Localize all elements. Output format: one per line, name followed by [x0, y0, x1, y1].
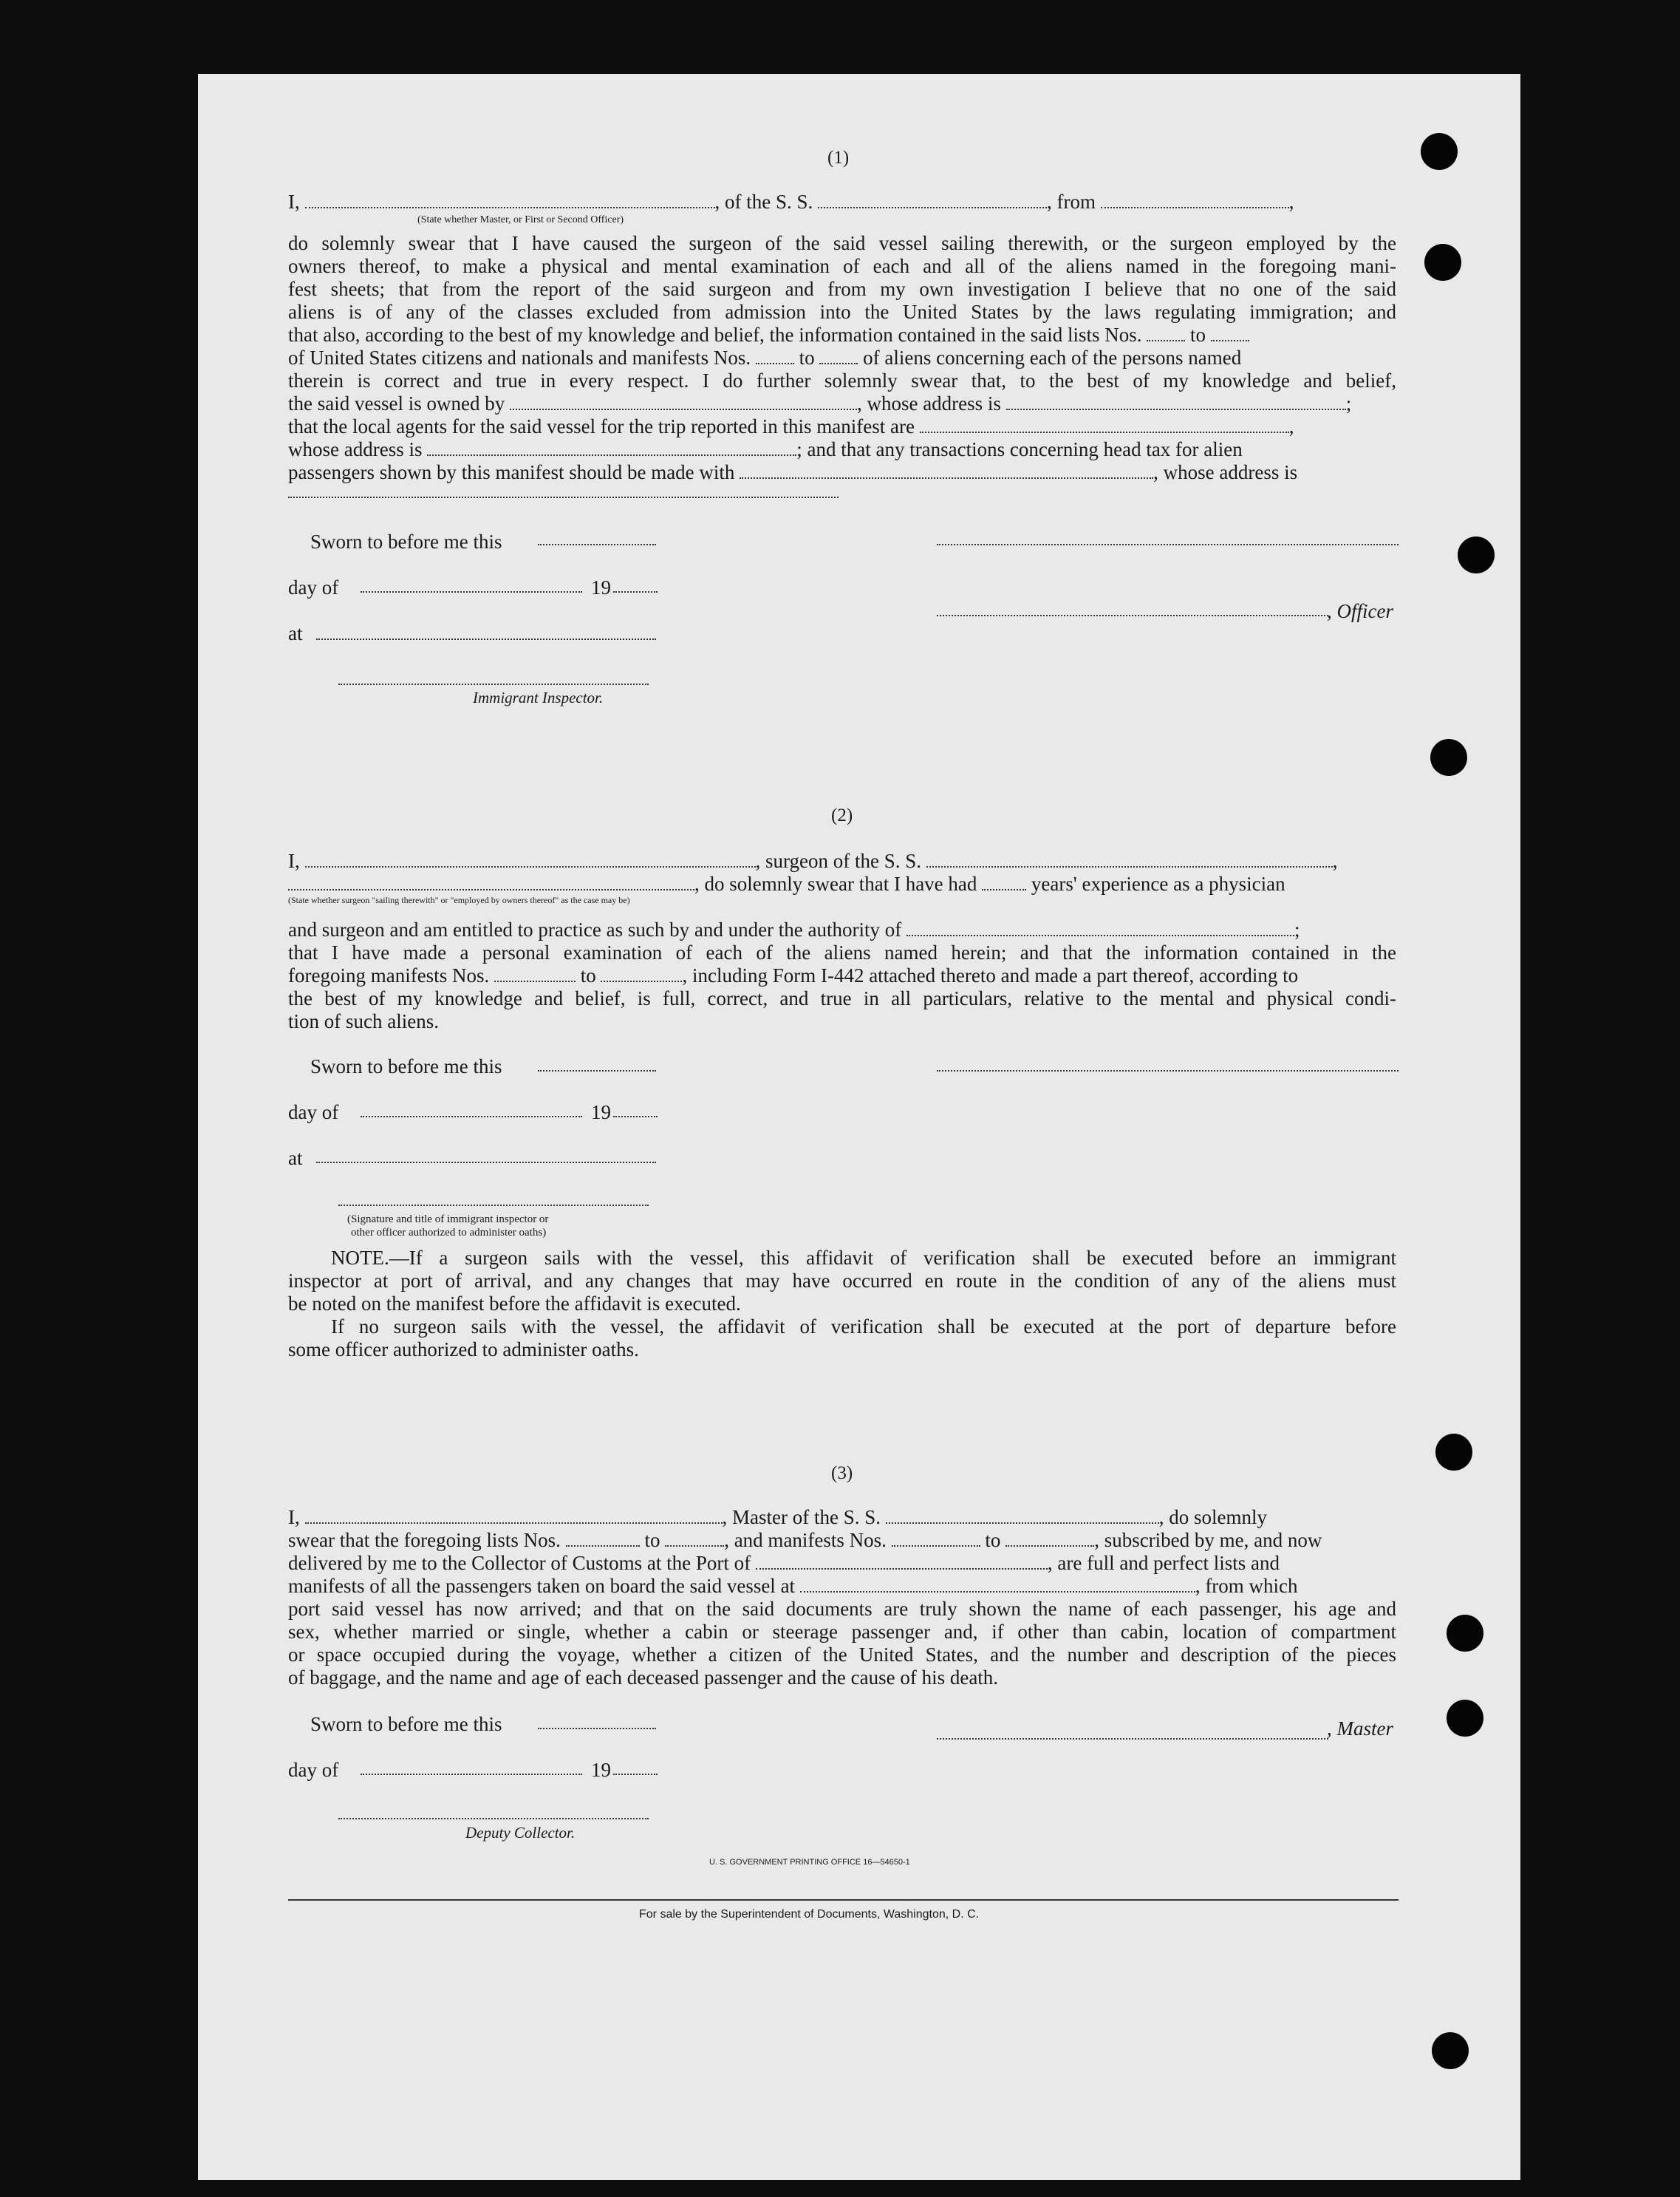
- year-prefix: 19: [591, 576, 611, 599]
- lists-from-field[interactable]: [566, 1530, 640, 1547]
- affidavit-line: I, , of the S. S. , from ,: [288, 191, 1294, 213]
- port-from-field[interactable]: [1101, 192, 1289, 208]
- officer-title: , Officer: [1327, 600, 1393, 622]
- officer-rank-field[interactable]: [305, 192, 715, 208]
- at-label: at: [288, 1147, 303, 1169]
- place-field[interactable]: [316, 1162, 656, 1163]
- note-line: be noted on the manifest before the affidavit is executed.: [288, 1292, 741, 1315]
- port-field[interactable]: [756, 1553, 1048, 1570]
- inspector-title: Immigrant Inspector.: [473, 689, 604, 706]
- paragraph-line: therein is correct and true in every respect. I do further solemnly swear that, to the best of my knowledge and belief,: [288, 369, 1396, 392]
- year-prefix: 19: [591, 1759, 611, 1781]
- field-caption: (State whether Master, or First or Second Officer): [417, 214, 624, 225]
- master-signature-field[interactable]: [937, 1738, 1328, 1740]
- day-of-label: day of: [288, 1101, 339, 1123]
- lists-from-field[interactable]: [1147, 325, 1185, 341]
- punch-hole: [1430, 739, 1467, 776]
- punch-hole: [1435, 1434, 1472, 1471]
- paragraph-line: do solemnly swear that I have caused the surgeon of the said vessel sailing therewith, or the surgeon employed by the: [288, 232, 1396, 254]
- affidavit-line: I, , Master of the S. S. , do solemnly: [288, 1506, 1267, 1528]
- manifest-to-field[interactable]: [819, 348, 858, 364]
- year-field[interactable]: [613, 1774, 658, 1775]
- affidavit-line: , do solemnly swear that I have had years' experience as a physician: [288, 873, 1396, 896]
- manifest-from-field[interactable]: [494, 966, 576, 982]
- signature-caption: (Signature and title of immigrant inspector or: [347, 1213, 549, 1225]
- paragraph-line: the said vessel is owned by , whose address is ;: [288, 392, 1352, 415]
- section-number: (1): [827, 148, 850, 168]
- place-field[interactable]: [316, 638, 656, 640]
- punch-hole: [1447, 1700, 1483, 1737]
- sworn-day-field[interactable]: [538, 544, 656, 545]
- lists-to-field[interactable]: [665, 1530, 724, 1547]
- month-field[interactable]: [361, 1116, 582, 1117]
- note-line: some officer authorized to administer oaths.: [288, 1338, 639, 1360]
- note-line: If no surgeon sails with the vessel, the affidavit of verification shall be executed at the port of departure before: [331, 1315, 1396, 1338]
- note-line: inspector at port of arrival, and any changes that may have occurred en route in the condition of any of the aliens must: [288, 1270, 1396, 1292]
- local-agents-field[interactable]: [920, 417, 1289, 433]
- vessel-name-field[interactable]: [886, 1508, 1159, 1524]
- head-tax-party-field[interactable]: [740, 463, 1153, 479]
- punch-hole: [1421, 133, 1458, 170]
- paragraph-line: that also, according to the best of my knowledge and belief, the information contained in the said lists Nos. to: [288, 324, 1396, 347]
- surgeon-status-field[interactable]: [288, 874, 694, 890]
- master-title: , Master: [1327, 1717, 1393, 1740]
- owner-address-field[interactable]: [1006, 394, 1346, 410]
- paragraph-line: fest sheets; that from the report of the said surgeon and from my own investigation I believe that no one of the said: [288, 278, 1396, 300]
- inspector-signature-line[interactable]: [338, 684, 649, 685]
- note-line: NOTE.—If a surgeon sails with the vessel, this affidavit of verification shall be executed before an immigrant: [331, 1247, 1396, 1269]
- punch-hole: [1432, 2032, 1469, 2069]
- punch-hole: [1424, 244, 1461, 281]
- paragraph-line: port said vessel has now arrived; and that on the said documents are truly shown the name of each passenger, his age and: [288, 1598, 1396, 1620]
- officer-signature-field[interactable]: [937, 544, 1399, 545]
- punch-hole: [1447, 1615, 1483, 1652]
- section-number: (2): [831, 805, 853, 825]
- year-field[interactable]: [613, 1116, 658, 1117]
- head-tax-address-field[interactable]: [288, 497, 839, 498]
- master-name-field[interactable]: [305, 1508, 723, 1524]
- year-field[interactable]: [613, 591, 658, 593]
- field-caption: (State whether surgeon "sailing therewith" or "employed by owners thereof" as the case may be): [288, 895, 630, 905]
- sworn-label: Sworn to before me this: [310, 1713, 502, 1735]
- surgeon-name-field[interactable]: [305, 851, 756, 868]
- signature-caption: other officer authorized to administer oaths): [351, 1227, 547, 1239]
- officer-name-field[interactable]: [937, 615, 1328, 616]
- collector-title: Deputy Collector.: [465, 1824, 576, 1842]
- day-of-label: day of: [288, 1759, 339, 1781]
- section-number: (3): [831, 1463, 853, 1483]
- manifest-from-field[interactable]: [892, 1530, 980, 1547]
- day-of-label: day of: [288, 576, 339, 599]
- collector-signature-line[interactable]: [338, 1818, 649, 1819]
- sworn-day-field[interactable]: [538, 1070, 656, 1072]
- manifest-from-field[interactable]: [756, 348, 794, 364]
- footer-rule: [288, 1899, 1399, 1901]
- paragraph-line: passengers shown by this manifest should be made with , whose address is: [288, 461, 1298, 483]
- paragraph-line: of United States citizens and nationals and manifests Nos. to of aliens concerning each of the persons named: [288, 347, 1242, 369]
- manifest-to-field[interactable]: [1005, 1530, 1094, 1547]
- paragraph-line: that I have made a personal examination of each of the aliens named herein; and that the information contained in the: [288, 941, 1396, 964]
- affidavit-line: delivered by me to the Collector of Customs at the Port of , are full and perfect lists and: [288, 1552, 1280, 1574]
- agents-address-field[interactable]: [427, 440, 796, 456]
- owner-field[interactable]: [510, 394, 857, 410]
- printing-office-imprint: U. S. GOVERNMENT PRINTING OFFICE 16—54650-1: [709, 1858, 910, 1867]
- year-prefix: 19: [591, 1101, 611, 1123]
- vessel-name-field[interactable]: [926, 851, 1333, 868]
- paragraph-line: that the local agents for the said vessel for the trip reported in this manifest are ,: [288, 415, 1294, 437]
- paragraph-line: foregoing manifests Nos. to , including Form I-442 attached thereto and made a part thereof, according to: [288, 964, 1299, 987]
- paragraph-line: tion of such aliens.: [288, 1010, 439, 1032]
- affidavit-line: manifests of all the passengers taken on board the said vessel at , from which: [288, 1575, 1298, 1597]
- paragraph-line: and surgeon and am entitled to practice as such by and under the authority of ;: [288, 919, 1300, 941]
- inspector-signature-line[interactable]: [338, 1205, 649, 1206]
- embarkation-port-field[interactable]: [800, 1576, 1195, 1593]
- paragraph-line: sex, whether married or single, whether a cabin or steerage passenger and, if other than cabin, location of compartment: [288, 1621, 1396, 1643]
- surgeon-signature-field[interactable]: [937, 1070, 1399, 1072]
- paragraph-line: or space occupied during the voyage, whether a citizen of the United States, and the number and description of the pieces: [288, 1644, 1396, 1666]
- month-field[interactable]: [361, 1774, 582, 1775]
- manifest-to-field[interactable]: [601, 966, 682, 982]
- at-label: at: [288, 622, 303, 644]
- lists-to-field[interactable]: [1211, 325, 1249, 341]
- sworn-day-field[interactable]: [538, 1728, 656, 1729]
- sale-notice: For sale by the Superintendent of Documents, Washington, D. C.: [639, 1908, 980, 1921]
- paragraph-line: owners thereof, to make a physical and mental examination of each and all of the aliens named in the foregoing mani-: [288, 255, 1396, 277]
- sworn-label: Sworn to before me this: [310, 531, 502, 553]
- month-field[interactable]: [361, 591, 582, 593]
- authority-field[interactable]: [906, 920, 1294, 936]
- paragraph-line: whose address is ; and that any transactions concerning head tax for alien: [288, 438, 1243, 460]
- years-experience-field[interactable]: [982, 874, 1026, 890]
- vessel-name-field[interactable]: [818, 192, 1047, 208]
- punch-hole: [1458, 537, 1495, 573]
- sworn-label: Sworn to before me this: [310, 1055, 502, 1077]
- affidavit-line: I, , surgeon of the S. S. ,: [288, 850, 1338, 872]
- affidavit-line: swear that the foregoing lists Nos. to , and manifests Nos. to , subscribed by me, and now: [288, 1529, 1322, 1551]
- paragraph-line: of baggage, and the name and age of each deceased passenger and the cause of his death.: [288, 1666, 999, 1689]
- paragraph-line: aliens is of any of the classes excluded from admission into the United States by the laws regulating immigration; and: [288, 301, 1396, 323]
- paragraph-line: the best of my knowledge and belief, is full, correct, and true in all particulars, relative to the mental and physical condi-: [288, 987, 1396, 1009]
